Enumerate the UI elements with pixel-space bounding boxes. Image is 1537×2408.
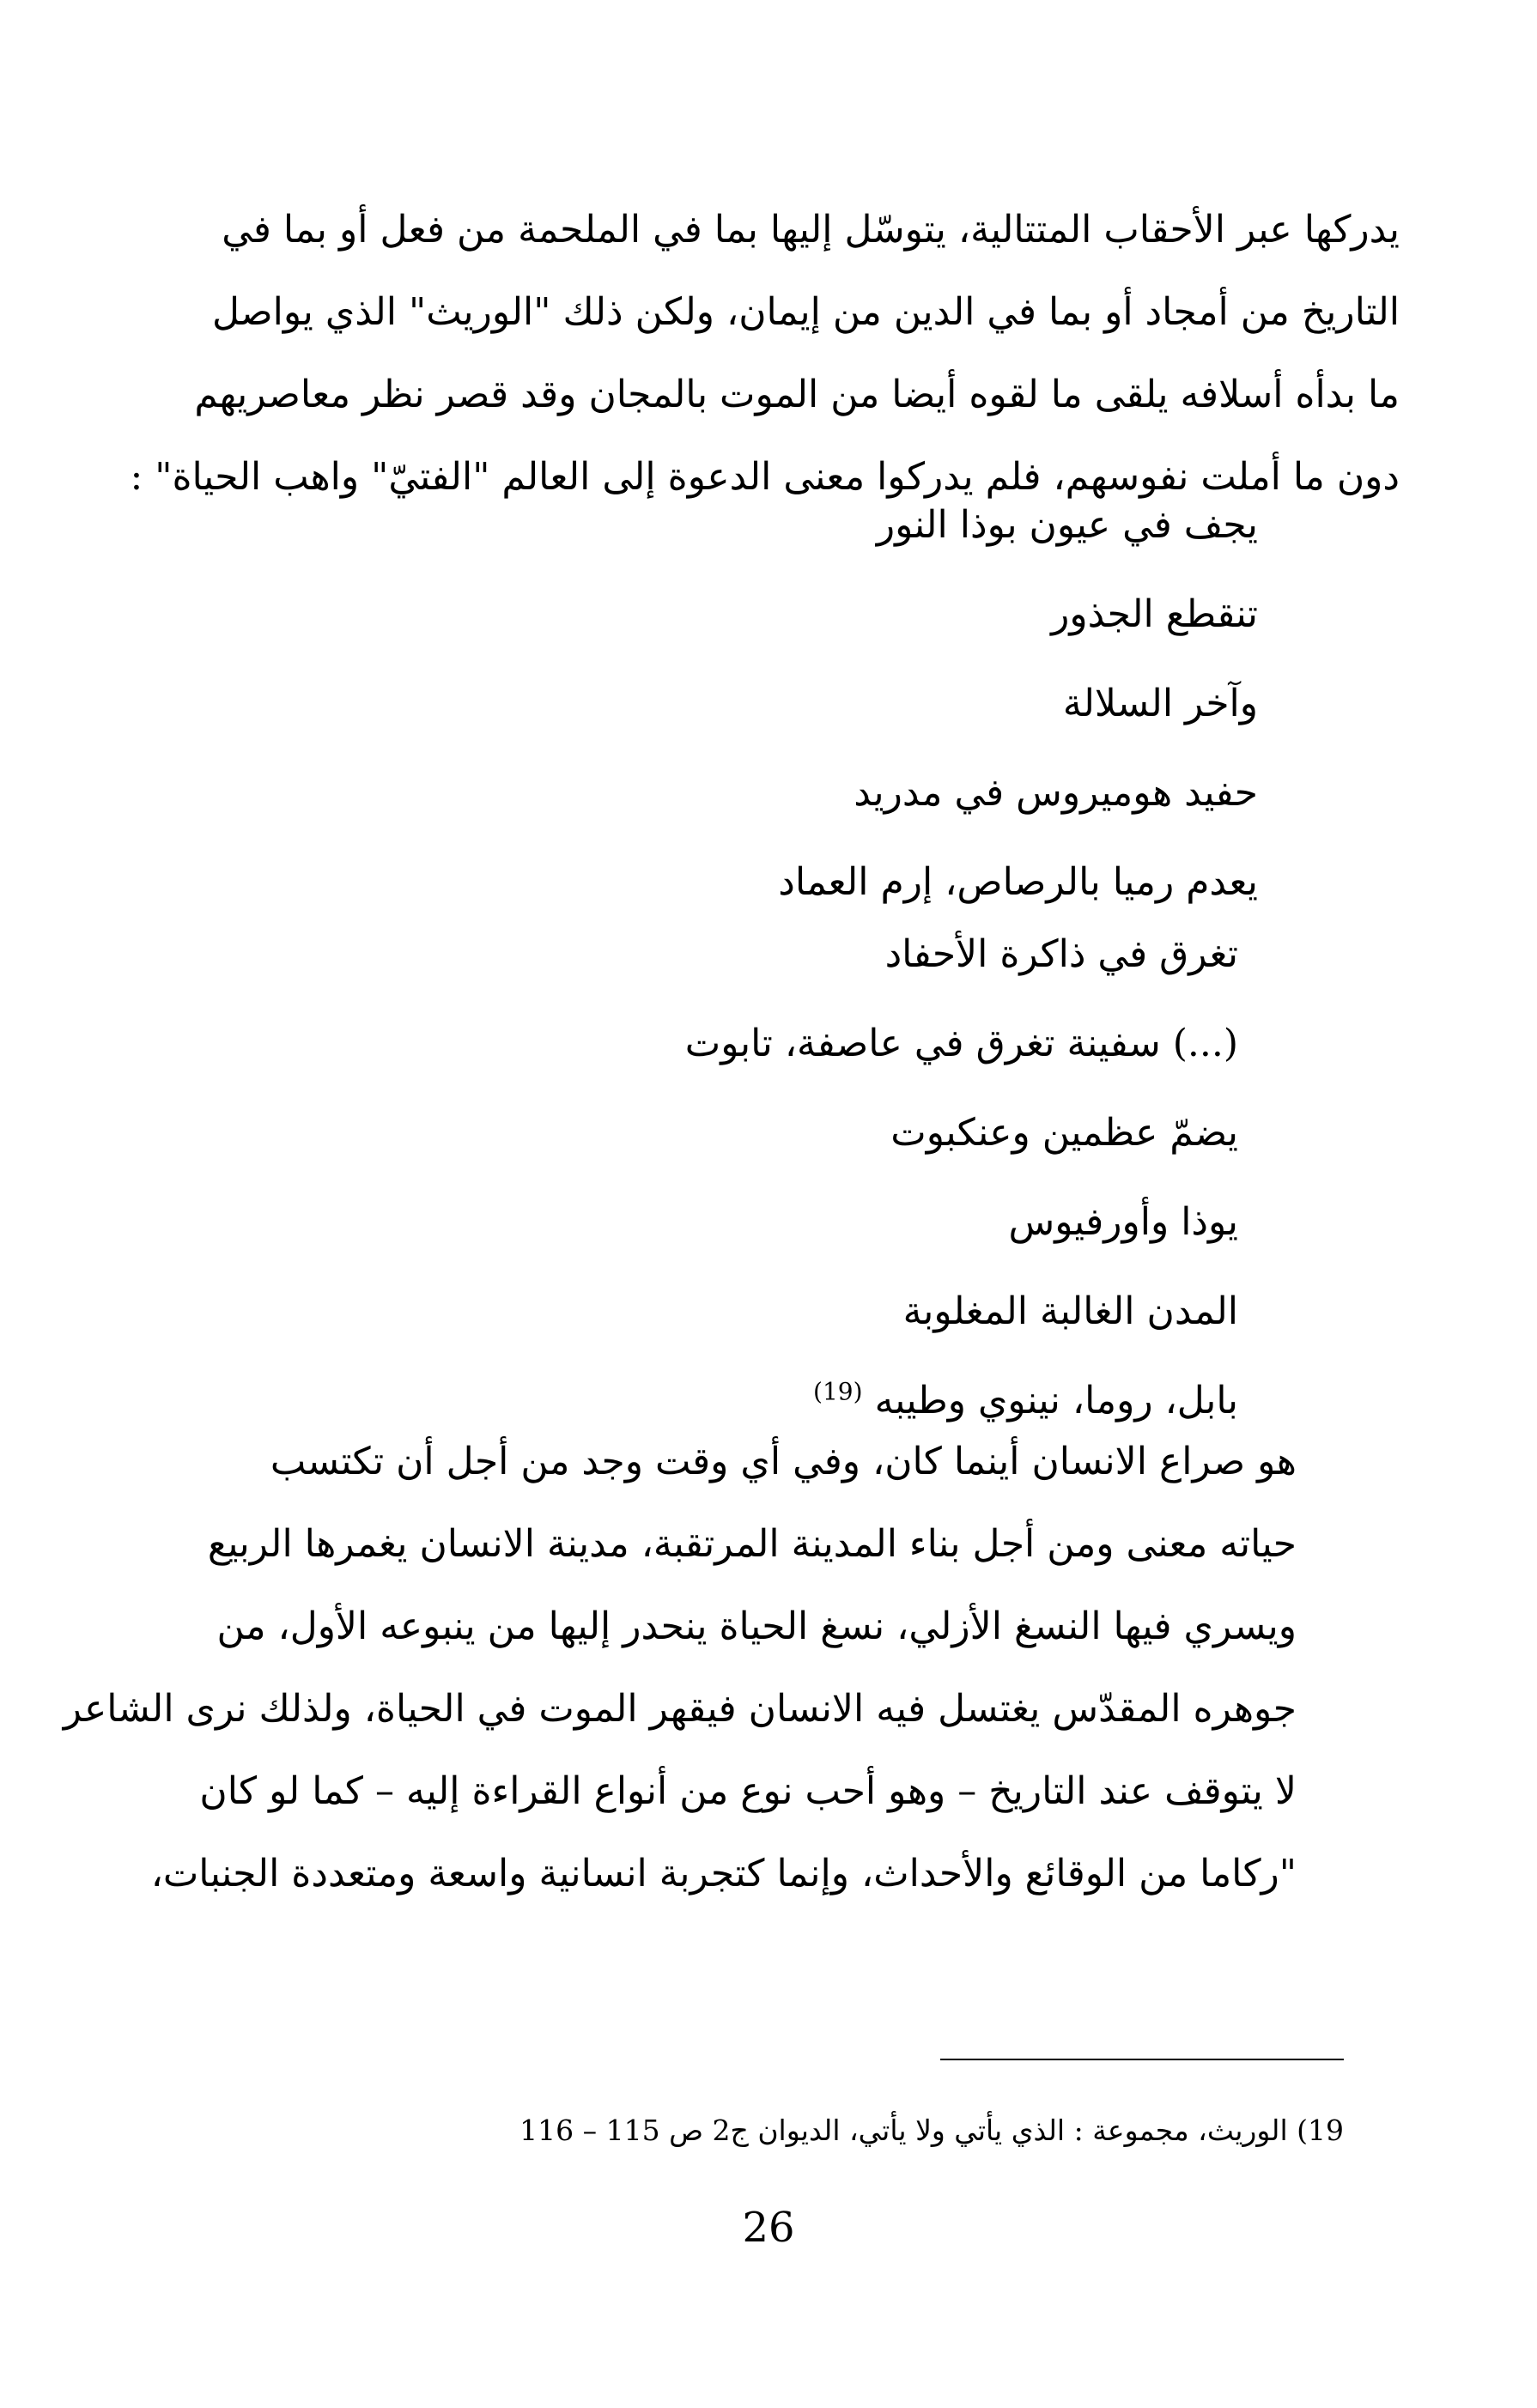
poem-verse: حفيد هوميروس في مدريد xyxy=(854,771,1258,815)
paragraph-line: التاريخ من أمجاد أو بما في الدين من إيمان، ولكن ذلك "الوريث" الذي يواصل xyxy=(211,290,1400,334)
paragraph-line: حياته معنى ومن أجل بناء المدينة المرتقبة، مدينة الانسان يغمرها الربيع xyxy=(207,1522,1297,1566)
poem-verse-text: بابل، روما، نينوي وطيبه xyxy=(874,1379,1238,1422)
paragraph-line: "ركاما من الوقائع والأحداث، وإنما كتجربة انسانية واسعة ومتعددة الجنبات، xyxy=(150,1852,1297,1895)
poem-verse: (...) سفينة تغرق في عاصفة، تابوت xyxy=(684,1022,1238,1065)
footnote-divider xyxy=(940,2059,1344,2060)
paragraph-line: ما بدأه أسلافه يلقى ما لقوه أيضا من الموت بالمجان وقد قصر نظر معاصريهم xyxy=(194,373,1400,416)
paragraph-line: يدركها عبر الأحقاب المتتالية، يتوسّل إليها بما في الملحمة من فعل أو بما في xyxy=(222,208,1400,252)
poem-verse: يضمّ عظمين وعنكبوت xyxy=(890,1111,1238,1155)
paragraph-line: لا يتوقف عند التاريخ – وهو أحب نوع من أنواع القراءة إليه – كما لو كان xyxy=(199,1769,1297,1813)
poem-verse: وآخر السلالة xyxy=(1062,682,1258,725)
poem-verse: تنقطع الجذور xyxy=(1051,592,1258,636)
paragraph-line: هو صراع الانسان أينما كان، وفي أي وقت وجد من أجل أن تكتسب xyxy=(270,1440,1297,1483)
poem-stanza-1 xyxy=(778,481,1258,927)
poem-stanza-2 xyxy=(685,910,1238,1446)
footnote-text: 19) الوريث، مجموعة : الذي يأتي ولا يأتي، الديوان ج2 ص 115 – 116 xyxy=(519,2114,1344,2147)
poem-verse: يجف في عيون بوذا النور xyxy=(876,503,1258,547)
body-paragraph-2 xyxy=(63,1421,1400,1915)
poem-verse: يوذا وأورفيوس xyxy=(1008,1200,1238,1244)
poem-verse: المدن الغالبة المغلوبة xyxy=(902,1289,1238,1333)
footnote-reference: (19) xyxy=(813,1377,863,1406)
paragraph-line: جوهره المقدّس يغتسل فيه الانسان فيقهر الموت في الحياة، ولذلك نرى الشاعر xyxy=(63,1687,1297,1731)
paragraph-line: ويسري فيها النسغ الأزلي، نسغ الحياة ينحدر إليها من ينبوعه الأول، من xyxy=(216,1604,1297,1648)
poem-verse: تغرق في ذاكرة الأحفاد xyxy=(884,932,1238,976)
poem-verse: يعدم رميا بالرصاص، إرم العماد xyxy=(778,860,1258,904)
page-number: 26 xyxy=(742,2204,795,2252)
body-paragraph-1 xyxy=(130,189,1400,519)
paragraph-line: دون ما أملت نفوسهم، فلم يدركوا معنى الدعوة إلى العالم "الفتيّ" واهب الحياة" : xyxy=(130,455,1400,499)
